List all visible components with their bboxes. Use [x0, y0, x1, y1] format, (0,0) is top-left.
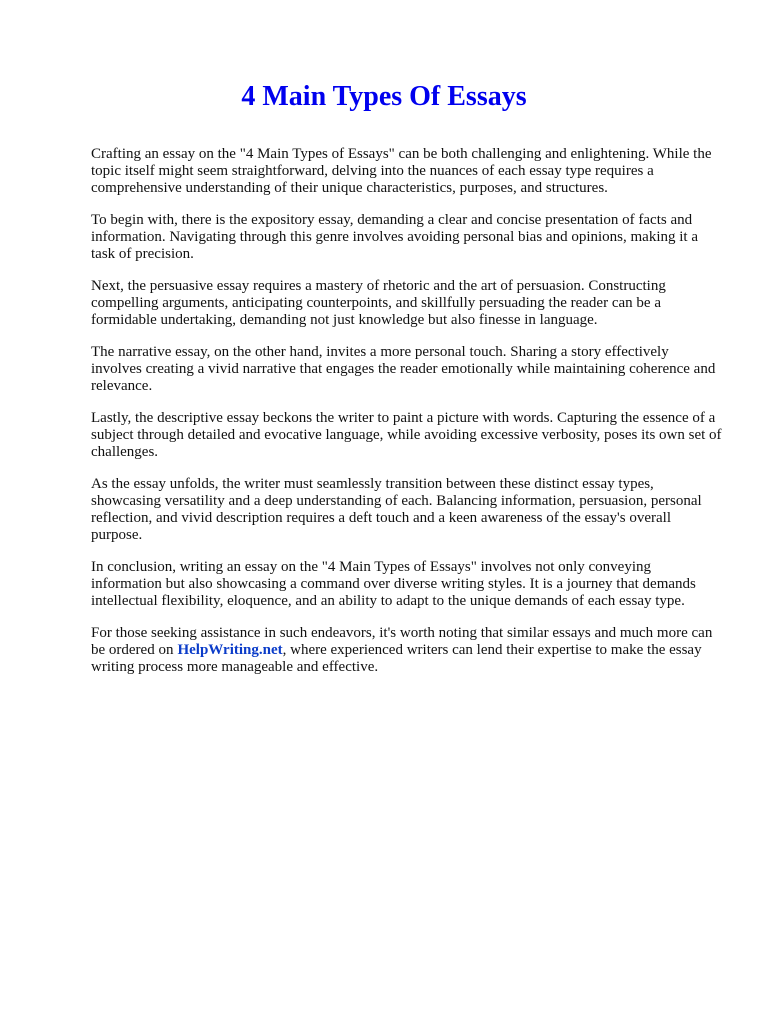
- document-body: [91, 146, 723, 691]
- paragraph-conclusion: In conclusion, writing an essay on the "4 Main Types of Essays" involves not only conveying information but also showcasing a command over diverse writing styles. It is a journey that demands intellectual flexibility, eloquence, and an ability to adapt to the unique demands of each essay type.: [91, 559, 696, 609]
- helpwriting-link[interactable]: HelpWriting.net: [177, 642, 283, 658]
- paragraph-closing: [91, 625, 723, 676]
- closing-text-before: For those seeking assistance in such endeavors, it's worth noting that similar essays and much more can be ordered on: [91, 625, 713, 658]
- closing-text-after: , where experienced writers can lend their expertise to make the essay writing process more manageable and effective.: [91, 642, 702, 675]
- document-title: 4 Main Types Of Essays: [241, 81, 527, 112]
- paragraph-descriptive: Lastly, the descriptive essay beckons the writer to paint a picture with words. Capturing the essence of a subject through detailed and evocative language, while avoiding excessive verbosity, poses its own set of challenges.: [91, 410, 722, 460]
- paragraph-intro: Crafting an essay on the "4 Main Types of Essays" can be both challenging and enlightening. While the topic itself might seem straightforward, delving into the nuances of each essay type requires a comprehensive understanding of their unique characteristics, purposes, and structures.: [91, 146, 712, 196]
- paragraph-narrative: The narrative essay, on the other hand, invites a more personal touch. Sharing a story effectively involves creating a vivid narrative that engages the reader emotionally while maintaining coherence and relevance.: [91, 344, 716, 394]
- paragraph-expository: To begin with, there is the expository essay, demanding a clear and concise presentation of facts and information. Navigating through this genre involves avoiding personal bias and opinions, making it a task of precision.: [91, 212, 698, 262]
- paragraph-persuasive: Next, the persuasive essay requires a mastery of rhetoric and the art of persuasion. Constructing compelling arguments, anticipating counterpoints, and skillfully persuading the reader can be a formidable undertaking, demanding not just knowledge but also finesse in language.: [91, 278, 666, 328]
- paragraph-transition: As the essay unfolds, the writer must seamlessly transition between these distinct essay types, showcasing versatility and a deep understanding of each. Balancing information, persuasion, personal reflection, and vivid description requires a deft touch and a keen awareness of the essay's overall purpose.: [91, 476, 702, 543]
